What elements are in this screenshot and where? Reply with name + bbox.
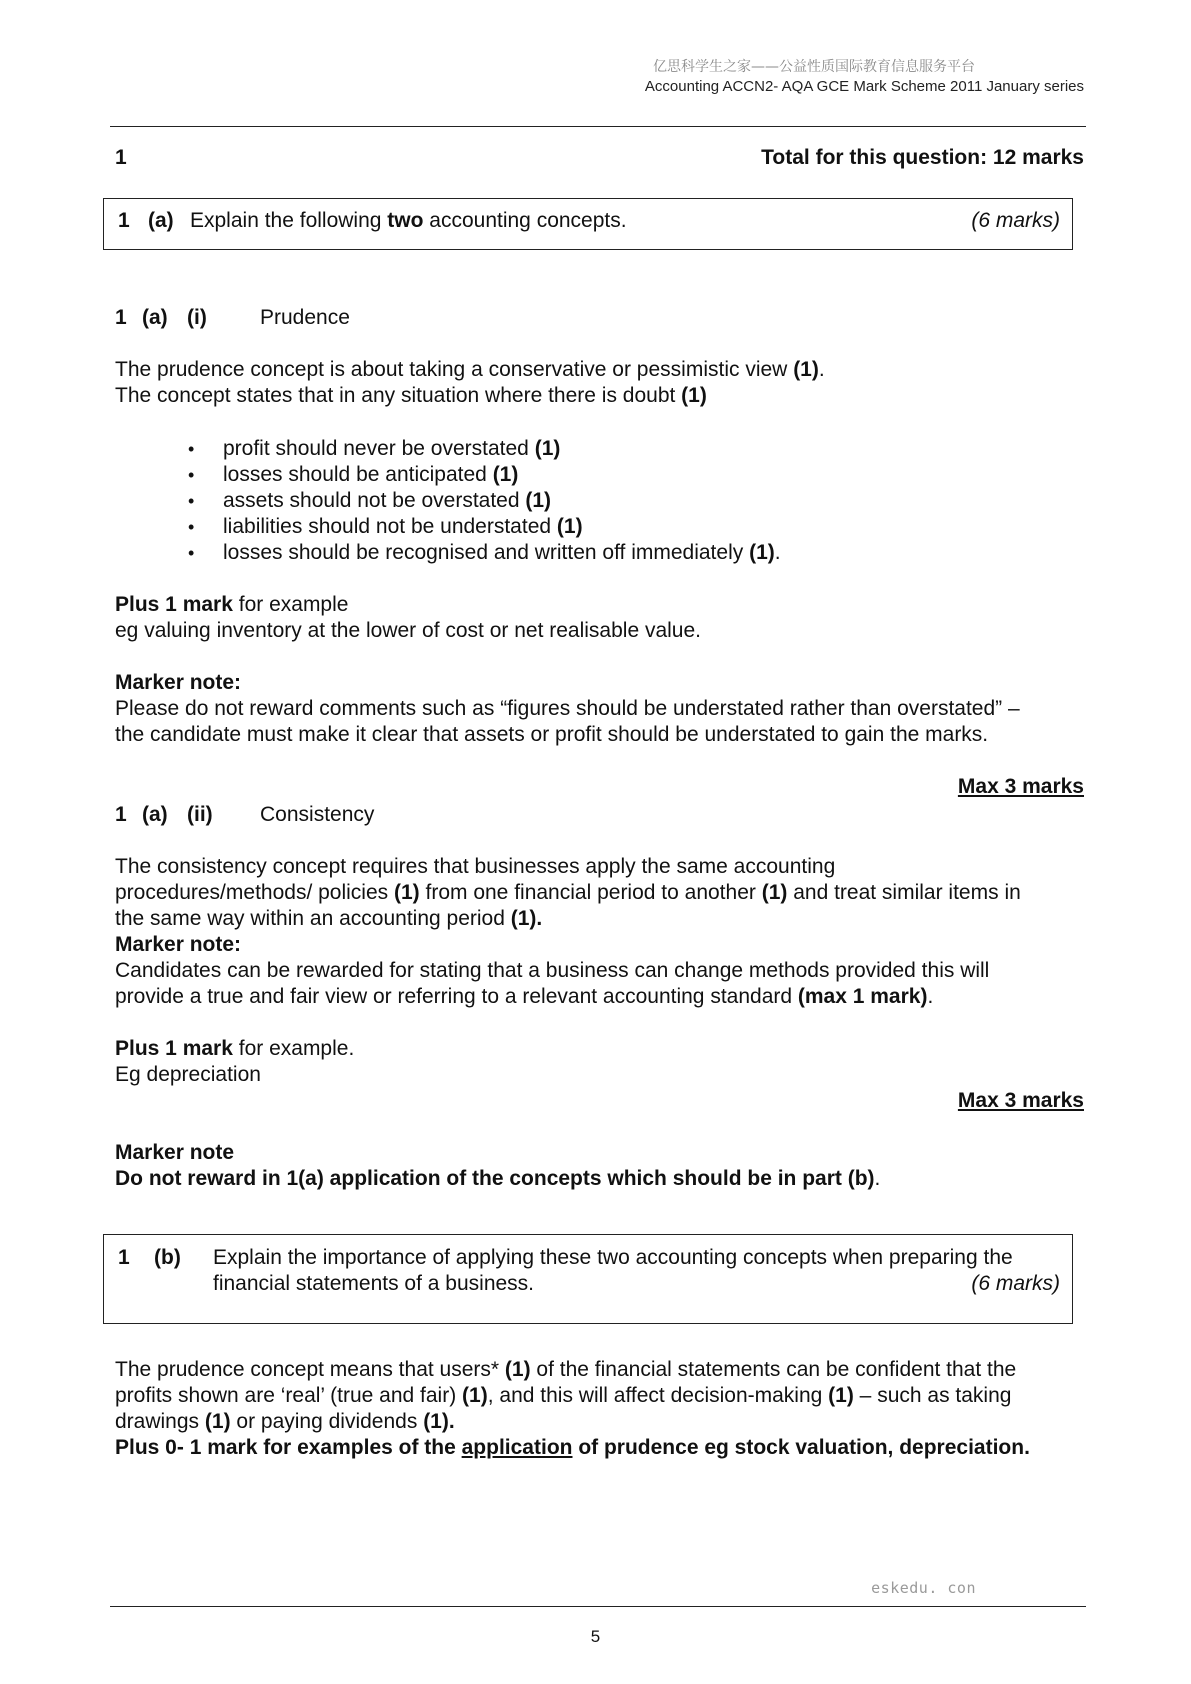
a-ii-part: (a) [142, 803, 168, 826]
a-i-line2: The concept states that in any situation where there is doubt (1) [115, 384, 707, 407]
bullet-dot: • [188, 517, 195, 537]
header-running-title: Accounting ACCN2- AQA GCE Mark Scheme 2011 January series [644, 78, 1084, 95]
box-b-line1: Explain the importance of applying these two accounting concepts when preparing the [213, 1246, 1013, 1269]
question-total: Total for this question: 12 marks [761, 146, 1084, 169]
b-answer-line3: drawings (1) or paying dividends (1). [115, 1410, 455, 1433]
a-i-number: 1 [115, 306, 127, 329]
bullet-item: profit should never be overstated (1) [223, 437, 561, 460]
box-a-number: 1 [118, 209, 130, 232]
a-ii-line3: the same way within an accounting period (1). [115, 907, 543, 930]
b-answer-line2: profits shown are ‘real’ (true and fair) (1), and this will affect decision-making (1) – such as taking [115, 1384, 1012, 1407]
header-watermark: 亿思科学生之家——公益性质国际教育信息服务平台 [653, 59, 975, 75]
header-rule [110, 126, 1086, 127]
footer-rule [110, 1606, 1086, 1607]
box-b-marks: (6 marks) [971, 1272, 1060, 1295]
bullet-item: losses should be recognised and written off immediately (1). [223, 541, 781, 564]
a-i-title: Prudence [260, 306, 350, 329]
footer-logo: eskedu. con [871, 1579, 976, 1597]
a-ii-line2: procedures/methods/ policies (1) from one financial period to another (1) and treat similar items in [115, 881, 1021, 904]
a-ii-note-line1: Candidates can be rewarded for stating that a business can change methods provided this will [115, 959, 990, 982]
a-i-plus-mark: Plus 1 mark for example [115, 593, 349, 616]
a-ii-example: Eg depreciation [115, 1063, 261, 1086]
a-ii-max-marks: Max 3 marks [957, 1089, 1084, 1112]
box-a-part: (a) [148, 209, 174, 232]
box-b-line2: financial statements of a business. [213, 1272, 535, 1295]
a-i-note-line2: the candidate must make it clear that assets or profit should be understated to gain the marks. [115, 723, 989, 746]
a-ii-sub: (ii) [187, 803, 213, 826]
bullet-dot: • [188, 543, 195, 563]
a-ii-number: 1 [115, 803, 127, 826]
bullet-item: liabilities should not be understated (1) [223, 515, 583, 538]
a-ii-note-line2: provide a true and fair view or referring to a relevant accounting standard (max 1 mark). [115, 985, 934, 1008]
a-ii-note-heading: Marker note: [115, 933, 242, 956]
b-answer-line1: The prudence concept means that users* (1) of the financial statements can be confident that the [115, 1358, 1017, 1381]
a-i-note-line1: Please do not reward comments such as “figures should be understated rather than overstated” – [115, 697, 1020, 720]
a-i-sub: (i) [187, 306, 207, 329]
box-b-number: 1 [118, 1246, 130, 1269]
bullet-item: losses should be anticipated (1) [223, 463, 519, 486]
marker-note-heading: Marker note [115, 1141, 235, 1164]
box-a-marks: (6 marks) [971, 209, 1060, 232]
a-ii-line1: The consistency concept requires that businesses apply the same accounting [115, 855, 836, 878]
a-i-part: (a) [142, 306, 168, 329]
a-i-line1: The prudence concept is about taking a conservative or pessimistic view (1). [115, 358, 825, 381]
box-b-part: (b) [154, 1246, 181, 1269]
a-i-example: eg valuing inventory at the lower of cost or net realisable value. [115, 619, 702, 642]
bullet-item: assets should not be overstated (1) [223, 489, 552, 512]
bullet-dot: • [188, 439, 195, 459]
b-answer-line4: Plus 0- 1 mark for examples of the application of prudence eg stock valuation, depreciation. [115, 1436, 1030, 1459]
a-ii-plus-mark: Plus 1 mark for example. [115, 1037, 355, 1060]
page-number: 5 [590, 1627, 601, 1646]
a-i-note-heading: Marker note: [115, 671, 242, 694]
a-ii-title: Consistency [260, 803, 375, 826]
question-number: 1 [115, 146, 127, 169]
box-a-text: Explain the following two accounting concepts. [190, 209, 627, 232]
marker-note-text: Do not reward in 1(a) application of the concepts which should be in part (b). [115, 1167, 881, 1190]
a-i-max-marks: Max 3 marks [957, 775, 1084, 798]
bullet-dot: • [188, 491, 195, 511]
bullet-dot: • [188, 465, 195, 485]
